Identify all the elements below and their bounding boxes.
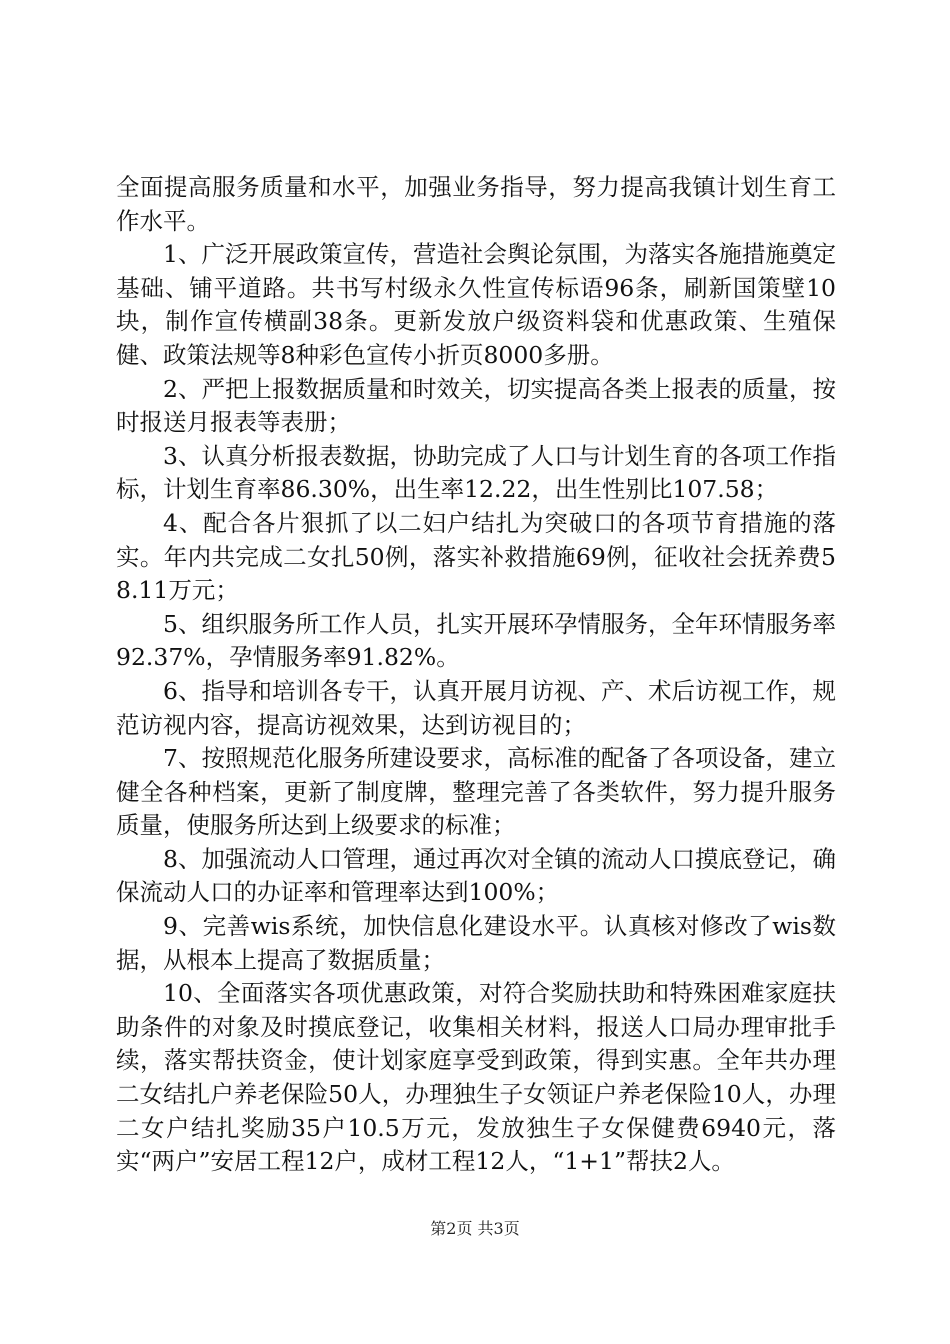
document-body (116, 171, 836, 1179)
paragraph-item-3: 3、认真分析报表数据，协助完成了人口与计划生育的各项工作指标，计划生育率86.30%，出生率12.22，出生性别比107.58； (116, 441, 836, 504)
paragraph-item-6: 6、指导和培训各专干，认真开展月访视、产、术后访视工作，规范访视内容，提高访视效果，达到访视目的； (116, 676, 836, 739)
paragraph-item-4: 4、配合各片狠抓了以二妇户结扎为突破口的各项节育措施的落实。年内共完成二女扎50例，落实补救措施69例，征收社会抚养费58.11万元； (116, 508, 836, 605)
paragraph-item-7: 7、按照规范化服务所建设要求，高标准的配备了各项设备，建立健全各种档案，更新了制度牌，整理完善了各类软件，努力提升服务质量，使服务所达到上级要求的标准； (116, 744, 836, 840)
paragraph-item-1: 1、广泛开展政策宣传，营造社会舆论氛围，为落实各施措施奠定基础、铺平道路。共书写村级永久性宣传标语96条，刷新国策壁10块，制作宣传横副38条。更新发放户级资料袋和优惠政策、生殖保健、政策法规等8种彩色宣传小折页8000多册。 (116, 240, 836, 369)
paragraph-item-5: 5、组织服务所工作人员，扎实开展环孕情服务，全年环情服务率92.37%，孕情服务率91.82%。 (116, 609, 836, 672)
paragraph-item-9: 9、完善wis系统，加快信息化建设水平。认真核对修改了wis数据，从根本上提高了数据质量； (116, 912, 836, 974)
paragraph-item-8: 8、加强流动人口管理，通过再次对全镇的流动人口摸底登记，确保流动人口的办证率和管理率达到100%； (116, 844, 836, 907)
paragraph-continuation: 全面提高服务质量和水平，加强业务指导，努力提高我镇计划生育工作水平。 (116, 173, 836, 235)
paragraph-item-10: 10、全面落实各项优惠政策，对符合奖励扶助和特殊困难家庭扶助条件的对象及时摸底登记，收集相关材料，报送人口局办理审批手续，落实帮扶资金，使计划家庭享受到政策，得到实惠。全年共办理二女结扎户养老保险50人，办理独生子女领证户养老保险10人，办理二女户结扎奖励35户10.5万元，发放独生子女保健费6940元，落实“两户”安居工程12户，成材工程12人，“1+1”帮扶2人。 (116, 979, 836, 1176)
paragraph-item-2: 2、严把上报数据质量和时效关，切实提高各类上报表的质量，按时报送月报表等表册； (116, 374, 836, 437)
page-number-footer: 第2页 共3页 (430, 1219, 520, 1238)
